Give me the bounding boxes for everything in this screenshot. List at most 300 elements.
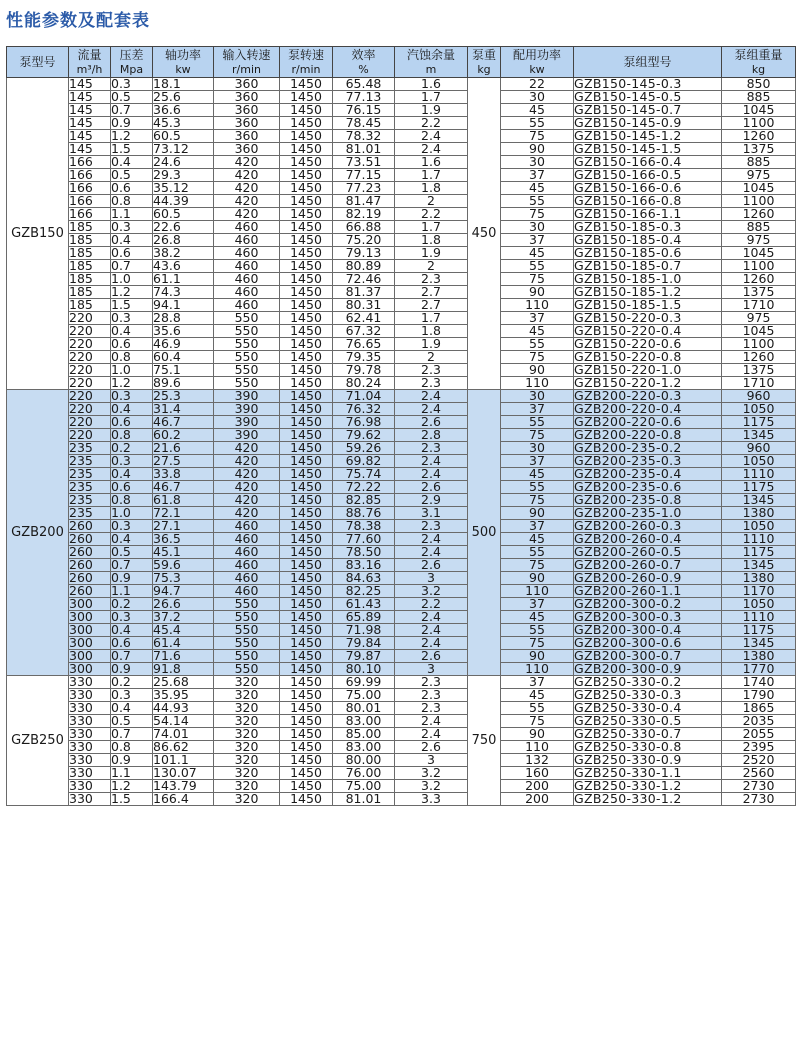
table-row	[7, 273, 796, 286]
shaft-power-cell: 26.6	[153, 598, 214, 611]
npsh-cell: 2.2	[395, 117, 468, 130]
pressure-cell: 0.2	[111, 442, 153, 455]
efficiency-cell: 66.88	[333, 221, 395, 234]
rated-power-cell: 200	[501, 780, 574, 793]
flow-cell: 260	[69, 559, 111, 572]
shaft-power-cell: 73.12	[153, 143, 214, 156]
flow-cell: 166	[69, 169, 111, 182]
rated-power-cell: 45	[501, 182, 574, 195]
efficiency-cell: 76.15	[333, 104, 395, 117]
shaft-power-cell: 143.79	[153, 780, 214, 793]
pressure-cell: 0.3	[111, 390, 153, 403]
rated-power-cell: 30	[501, 390, 574, 403]
header-unit: r/min	[291, 63, 321, 76]
unit-weight-cell: 975	[722, 234, 796, 247]
table-row	[7, 338, 796, 351]
flow-cell: 260	[69, 533, 111, 546]
efficiency-cell: 82.25	[333, 585, 395, 598]
shaft-power-cell: 29.3	[153, 169, 214, 182]
shaft-power-cell: 166.4	[153, 793, 214, 806]
flow-cell: 145	[69, 91, 111, 104]
rated-power-cell: 90	[501, 286, 574, 299]
shaft-power-cell: 89.6	[153, 377, 214, 390]
input-speed-cell: 460	[214, 234, 280, 247]
efficiency-cell: 81.01	[333, 793, 395, 806]
shaft-power-cell: 45.4	[153, 624, 214, 637]
input-speed-cell: 460	[214, 221, 280, 234]
npsh-cell: 3.3	[395, 793, 468, 806]
efficiency-cell: 73.51	[333, 156, 395, 169]
input-speed-cell: 320	[214, 741, 280, 754]
unit-weight-cell: 1260	[722, 130, 796, 143]
table-row	[7, 234, 796, 247]
pump-speed-cell: 1450	[280, 338, 333, 351]
npsh-cell: 2.7	[395, 299, 468, 312]
npsh-cell: 2.3	[395, 676, 468, 689]
npsh-cell: 3.1	[395, 507, 468, 520]
npsh-cell: 2.9	[395, 494, 468, 507]
flow-cell: 185	[69, 299, 111, 312]
efficiency-cell: 80.31	[333, 299, 395, 312]
table-row	[7, 221, 796, 234]
efficiency-cell: 80.24	[333, 377, 395, 390]
pump-speed-cell: 1450	[280, 494, 333, 507]
pump-speed-cell: 1450	[280, 650, 333, 663]
unit-weight-cell: 975	[722, 169, 796, 182]
efficiency-cell: 77.13	[333, 91, 395, 104]
npsh-cell: 2.6	[395, 741, 468, 754]
input-speed-cell: 460	[214, 260, 280, 273]
pump-speed-cell: 1450	[280, 325, 333, 338]
npsh-cell: 2.4	[395, 624, 468, 637]
performance-spec-table	[6, 46, 796, 806]
shaft-power-cell: 72.1	[153, 507, 214, 520]
unit-model-cell: GZB250-330-1.2	[574, 793, 722, 806]
shaft-power-cell: 44.93	[153, 702, 214, 715]
input-speed-cell: 550	[214, 650, 280, 663]
pressure-cell: 0.7	[111, 728, 153, 741]
table-row	[7, 598, 796, 611]
input-speed-cell: 390	[214, 390, 280, 403]
npsh-cell: 1.6	[395, 78, 468, 91]
efficiency-cell: 59.26	[333, 442, 395, 455]
unit-model-cell: GZB150-145-0.7	[574, 104, 722, 117]
pressure-cell: 0.3	[111, 689, 153, 702]
efficiency-cell: 78.32	[333, 130, 395, 143]
input-speed-cell: 320	[214, 793, 280, 806]
header-pump-weight	[468, 47, 501, 78]
table-row	[7, 585, 796, 598]
rated-power-cell: 22	[501, 78, 574, 91]
rated-power-cell: 110	[501, 741, 574, 754]
rated-power-cell: 37	[501, 312, 574, 325]
pump-speed-cell: 1450	[280, 780, 333, 793]
input-speed-cell: 460	[214, 559, 280, 572]
shaft-power-cell: 18.1	[153, 78, 214, 91]
flow-cell: 330	[69, 676, 111, 689]
rated-power-cell: 75	[501, 273, 574, 286]
unit-weight-cell: 1710	[722, 299, 796, 312]
pump-weight-cell: 450	[468, 78, 501, 390]
table-row	[7, 195, 796, 208]
input-speed-cell: 420	[214, 182, 280, 195]
header-flow	[69, 47, 111, 78]
unit-weight-cell: 1260	[722, 351, 796, 364]
unit-model-cell: GZB250-330-0.3	[574, 689, 722, 702]
table-row	[7, 793, 796, 806]
unit-model-cell: GZB150-145-1.2	[574, 130, 722, 143]
header-label: 泵组重量	[734, 48, 783, 62]
flow-cell: 166	[69, 156, 111, 169]
pump-model-cell: GZB250	[7, 676, 69, 806]
flow-cell: 220	[69, 312, 111, 325]
rated-power-cell: 30	[501, 156, 574, 169]
npsh-cell: 2.3	[395, 364, 468, 377]
pressure-cell: 0.3	[111, 520, 153, 533]
efficiency-cell: 77.60	[333, 533, 395, 546]
unit-model-cell: GZB200-300-0.9	[574, 663, 722, 676]
npsh-cell: 2.4	[395, 546, 468, 559]
rated-power-cell: 55	[501, 117, 574, 130]
pump-weight-cell: 500	[468, 390, 501, 676]
flow-cell: 220	[69, 338, 111, 351]
efficiency-cell: 76.65	[333, 338, 395, 351]
pump-speed-cell: 1450	[280, 78, 333, 91]
table-row	[7, 247, 796, 260]
npsh-cell: 2.4	[395, 403, 468, 416]
rated-power-cell: 160	[501, 767, 574, 780]
rated-power-cell: 55	[501, 260, 574, 273]
npsh-cell: 3	[395, 572, 468, 585]
flow-cell: 185	[69, 234, 111, 247]
flow-cell: 220	[69, 351, 111, 364]
input-speed-cell: 550	[214, 624, 280, 637]
pressure-cell: 0.3	[111, 611, 153, 624]
rated-power-cell: 30	[501, 91, 574, 104]
header-label: 输入转速	[222, 48, 271, 62]
unit-weight-cell: 1710	[722, 377, 796, 390]
efficiency-cell: 69.82	[333, 455, 395, 468]
efficiency-cell: 80.10	[333, 663, 395, 676]
input-speed-cell: 460	[214, 299, 280, 312]
header-rated-power	[501, 47, 574, 78]
npsh-cell: 2.8	[395, 429, 468, 442]
table-row	[7, 104, 796, 117]
unit-weight-cell: 1345	[722, 637, 796, 650]
flow-cell: 235	[69, 494, 111, 507]
pump-speed-cell: 1450	[280, 728, 333, 741]
unit-weight-cell: 2730	[722, 780, 796, 793]
input-speed-cell: 460	[214, 533, 280, 546]
pressure-cell: 0.6	[111, 416, 153, 429]
shaft-power-cell: 45.3	[153, 117, 214, 130]
unit-weight-cell: 1375	[722, 143, 796, 156]
unit-weight-cell: 960	[722, 442, 796, 455]
efficiency-cell: 79.62	[333, 429, 395, 442]
input-speed-cell: 460	[214, 546, 280, 559]
pump-speed-cell: 1450	[280, 520, 333, 533]
unit-weight-cell: 1050	[722, 403, 796, 416]
efficiency-cell: 80.89	[333, 260, 395, 273]
npsh-cell: 1.9	[395, 104, 468, 117]
unit-model-cell: GZB200-235-0.6	[574, 481, 722, 494]
rated-power-cell: 45	[501, 247, 574, 260]
flow-cell: 235	[69, 442, 111, 455]
header-label: 压差	[119, 48, 144, 62]
input-speed-cell: 420	[214, 507, 280, 520]
unit-weight-cell: 1345	[722, 429, 796, 442]
table-row	[7, 741, 796, 754]
pump-speed-cell: 1450	[280, 429, 333, 442]
unit-model-cell: GZB150-166-0.6	[574, 182, 722, 195]
unit-model-cell: GZB200-235-0.8	[574, 494, 722, 507]
header-unit: %	[358, 63, 369, 76]
unit-weight-cell: 1045	[722, 247, 796, 260]
table-row	[7, 429, 796, 442]
pressure-cell: 0.4	[111, 533, 153, 546]
shaft-power-cell: 25.3	[153, 390, 214, 403]
shaft-power-cell: 46.9	[153, 338, 214, 351]
rated-power-cell: 90	[501, 650, 574, 663]
unit-model-cell: GZB150-185-1.5	[574, 299, 722, 312]
shaft-power-cell: 86.62	[153, 741, 214, 754]
efficiency-cell: 78.50	[333, 546, 395, 559]
efficiency-cell: 78.38	[333, 520, 395, 533]
unit-weight-cell: 2560	[722, 767, 796, 780]
shaft-power-cell: 61.1	[153, 273, 214, 286]
shaft-power-cell: 60.4	[153, 351, 214, 364]
pressure-cell: 0.7	[111, 260, 153, 273]
efficiency-cell: 75.00	[333, 780, 395, 793]
shaft-power-cell: 33.8	[153, 468, 214, 481]
efficiency-cell: 72.46	[333, 273, 395, 286]
efficiency-cell: 72.22	[333, 481, 395, 494]
flow-cell: 220	[69, 390, 111, 403]
unit-weight-cell: 1110	[722, 468, 796, 481]
header-unit-model	[574, 47, 722, 78]
pressure-cell: 1.0	[111, 507, 153, 520]
header-unit: Mpa	[119, 63, 144, 76]
table-row	[7, 715, 796, 728]
flow-cell: 330	[69, 741, 111, 754]
unit-model-cell: GZB150-185-0.6	[574, 247, 722, 260]
unit-weight-cell: 1050	[722, 598, 796, 611]
pump-speed-cell: 1450	[280, 91, 333, 104]
table-row	[7, 286, 796, 299]
pressure-cell: 0.6	[111, 182, 153, 195]
header-unit: m³/h	[76, 63, 103, 76]
efficiency-cell: 83.16	[333, 559, 395, 572]
table-row	[7, 169, 796, 182]
flow-cell: 220	[69, 377, 111, 390]
npsh-cell: 1.7	[395, 312, 468, 325]
header-efficiency	[333, 47, 395, 78]
pressure-cell: 1.0	[111, 364, 153, 377]
unit-model-cell: GZB200-235-0.2	[574, 442, 722, 455]
flow-cell: 185	[69, 273, 111, 286]
pump-speed-cell: 1450	[280, 156, 333, 169]
unit-model-cell: GZB250-330-0.9	[574, 754, 722, 767]
flow-cell: 260	[69, 572, 111, 585]
flow-cell: 166	[69, 208, 111, 221]
pressure-cell: 1.2	[111, 130, 153, 143]
input-speed-cell: 550	[214, 325, 280, 338]
pump-weight-cell: 750	[468, 676, 501, 806]
unit-model-cell: GZB200-235-0.4	[574, 468, 722, 481]
rated-power-cell: 45	[501, 611, 574, 624]
table-row	[7, 559, 796, 572]
table-row	[7, 260, 796, 273]
efficiency-cell: 75.00	[333, 689, 395, 702]
unit-weight-cell: 1175	[722, 546, 796, 559]
input-speed-cell: 360	[214, 91, 280, 104]
efficiency-cell: 79.78	[333, 364, 395, 377]
unit-model-cell: GZB150-145-1.5	[574, 143, 722, 156]
unit-model-cell: GZB150-145-0.3	[574, 78, 722, 91]
header-label: 效率	[351, 48, 376, 62]
shaft-power-cell: 27.1	[153, 520, 214, 533]
flow-cell: 220	[69, 364, 111, 377]
shaft-power-cell: 101.1	[153, 754, 214, 767]
input-speed-cell: 320	[214, 767, 280, 780]
input-speed-cell: 460	[214, 585, 280, 598]
unit-model-cell: GZB200-220-0.4	[574, 403, 722, 416]
efficiency-cell: 76.98	[333, 416, 395, 429]
input-speed-cell: 320	[214, 689, 280, 702]
unit-model-cell: GZB250-330-0.5	[574, 715, 722, 728]
header-pressure-diff	[111, 47, 153, 78]
npsh-cell: 2.2	[395, 598, 468, 611]
unit-model-cell: GZB200-235-0.3	[574, 455, 722, 468]
efficiency-cell: 78.45	[333, 117, 395, 130]
flow-cell: 260	[69, 520, 111, 533]
input-speed-cell: 460	[214, 247, 280, 260]
pump-speed-cell: 1450	[280, 741, 333, 754]
pressure-cell: 0.2	[111, 598, 153, 611]
rated-power-cell: 30	[501, 442, 574, 455]
unit-weight-cell: 1260	[722, 273, 796, 286]
pump-speed-cell: 1450	[280, 689, 333, 702]
table-row	[7, 390, 796, 403]
pressure-cell: 0.8	[111, 429, 153, 442]
shaft-power-cell: 59.6	[153, 559, 214, 572]
unit-model-cell: GZB150-220-1.2	[574, 377, 722, 390]
pump-speed-cell: 1450	[280, 195, 333, 208]
unit-weight-cell: 885	[722, 91, 796, 104]
rated-power-cell: 55	[501, 546, 574, 559]
shaft-power-cell: 61.8	[153, 494, 214, 507]
efficiency-cell: 77.23	[333, 182, 395, 195]
rated-power-cell: 75	[501, 208, 574, 221]
unit-model-cell: GZB150-220-0.6	[574, 338, 722, 351]
shaft-power-cell: 46.7	[153, 481, 214, 494]
table-row	[7, 78, 796, 91]
pump-speed-cell: 1450	[280, 455, 333, 468]
header-unit: r/min	[232, 63, 261, 76]
npsh-cell: 1.8	[395, 182, 468, 195]
pump-speed-cell: 1450	[280, 585, 333, 598]
pump-speed-cell: 1450	[280, 260, 333, 273]
npsh-cell: 2.6	[395, 416, 468, 429]
unit-weight-cell: 885	[722, 156, 796, 169]
unit-weight-cell: 1790	[722, 689, 796, 702]
pressure-cell: 0.8	[111, 494, 153, 507]
unit-model-cell: GZB200-300-0.7	[574, 650, 722, 663]
npsh-cell: 2.2	[395, 208, 468, 221]
pressure-cell: 0.4	[111, 624, 153, 637]
table-row	[7, 481, 796, 494]
rated-power-cell: 55	[501, 481, 574, 494]
input-speed-cell: 420	[214, 442, 280, 455]
header-label: 泵重	[471, 48, 496, 62]
npsh-cell: 2.4	[395, 715, 468, 728]
rated-power-cell: 55	[501, 338, 574, 351]
unit-weight-cell: 1110	[722, 611, 796, 624]
table-row	[7, 156, 796, 169]
unit-weight-cell: 1380	[722, 650, 796, 663]
unit-model-cell: GZB150-220-0.8	[574, 351, 722, 364]
pump-speed-cell: 1450	[280, 676, 333, 689]
rated-power-cell: 90	[501, 143, 574, 156]
pump-speed-cell: 1450	[280, 559, 333, 572]
table-row	[7, 351, 796, 364]
input-speed-cell: 550	[214, 351, 280, 364]
pump-speed-cell: 1450	[280, 364, 333, 377]
efficiency-cell: 80.00	[333, 754, 395, 767]
header-unit: kg	[477, 63, 491, 76]
input-speed-cell: 420	[214, 468, 280, 481]
npsh-cell: 1.9	[395, 247, 468, 260]
shaft-power-cell: 27.5	[153, 455, 214, 468]
shaft-power-cell: 28.8	[153, 312, 214, 325]
rated-power-cell: 37	[501, 169, 574, 182]
pressure-cell: 0.4	[111, 156, 153, 169]
rated-power-cell: 37	[501, 676, 574, 689]
pressure-cell: 0.3	[111, 312, 153, 325]
npsh-cell: 2.3	[395, 377, 468, 390]
pressure-cell: 0.6	[111, 247, 153, 260]
npsh-cell: 2.6	[395, 650, 468, 663]
pump-speed-cell: 1450	[280, 754, 333, 767]
efficiency-cell: 65.48	[333, 78, 395, 91]
pressure-cell: 0.3	[111, 221, 153, 234]
table-row	[7, 754, 796, 767]
table-row	[7, 611, 796, 624]
pump-speed-cell: 1450	[280, 624, 333, 637]
rated-power-cell: 30	[501, 221, 574, 234]
unit-weight-cell: 1345	[722, 494, 796, 507]
unit-weight-cell: 2035	[722, 715, 796, 728]
input-speed-cell: 320	[214, 715, 280, 728]
table-row	[7, 767, 796, 780]
pump-speed-cell: 1450	[280, 351, 333, 364]
input-speed-cell: 390	[214, 403, 280, 416]
rated-power-cell: 45	[501, 468, 574, 481]
pressure-cell: 0.7	[111, 559, 153, 572]
flow-cell: 145	[69, 143, 111, 156]
pressure-cell: 0.6	[111, 338, 153, 351]
efficiency-cell: 79.87	[333, 650, 395, 663]
pressure-cell: 1.1	[111, 585, 153, 598]
input-speed-cell: 390	[214, 429, 280, 442]
unit-weight-cell: 1380	[722, 507, 796, 520]
pump-speed-cell: 1450	[280, 403, 333, 416]
efficiency-cell: 65.89	[333, 611, 395, 624]
rated-power-cell: 55	[501, 195, 574, 208]
rated-power-cell: 45	[501, 104, 574, 117]
efficiency-cell: 83.00	[333, 715, 395, 728]
unit-model-cell: GZB150-166-0.8	[574, 195, 722, 208]
